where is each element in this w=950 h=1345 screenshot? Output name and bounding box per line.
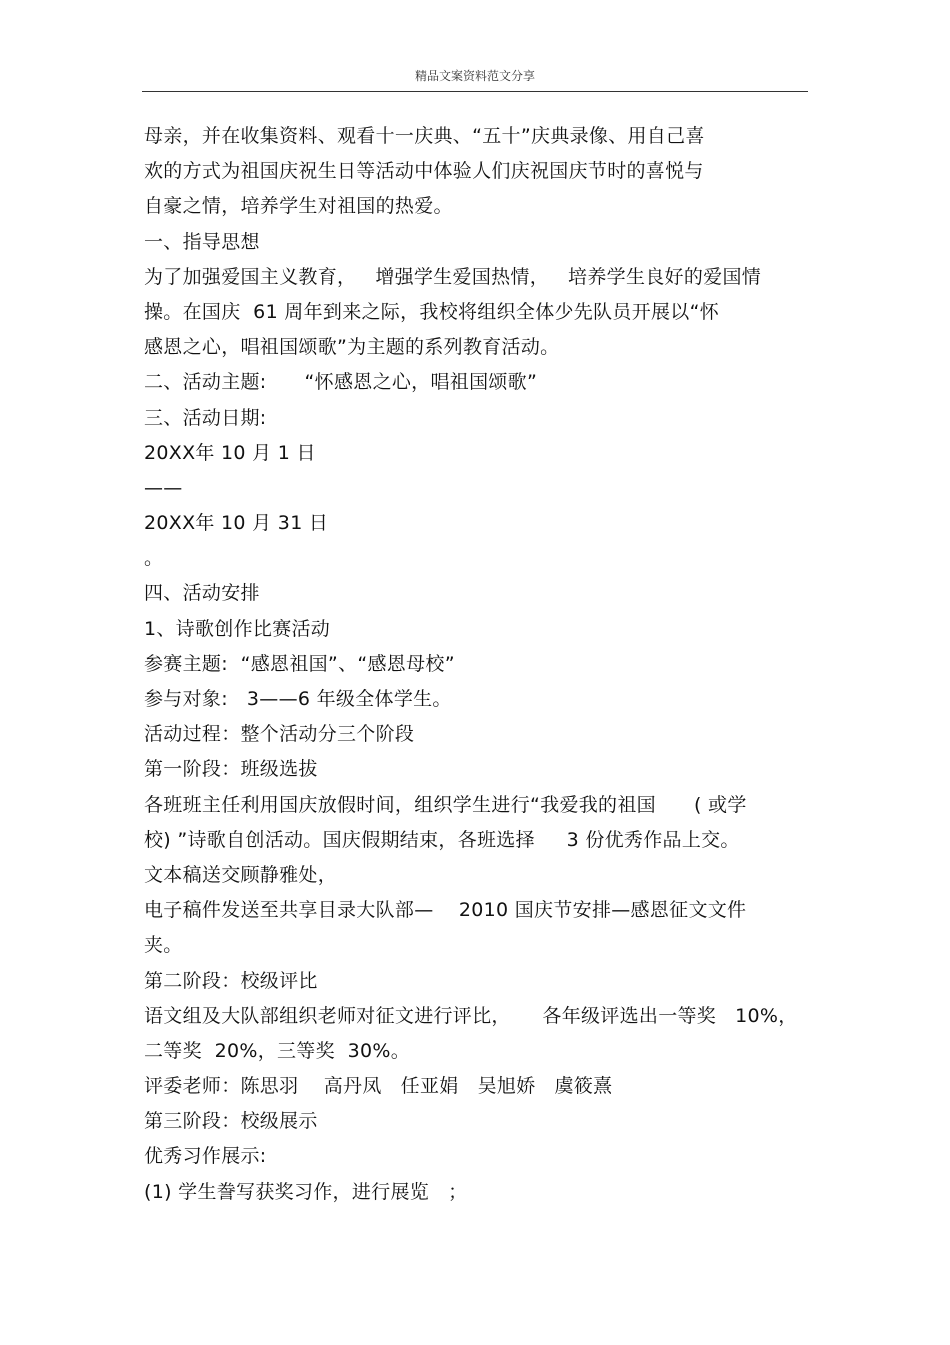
- body-line: 母亲，并在收集资料、观看十一庆典、“五十”庆典录像、用自己喜: [144, 125, 705, 147]
- body-line: 电子稿件发送至共享目录大队部— 2010 国庆节安排—感恩征文文件: [144, 899, 747, 922]
- body-line: (1) 学生誊写获奖习作，进行展览 ；: [144, 1180, 468, 1203]
- body-line: 操。在国庆 61 周年到来之际，我校将组织全体少先队员开展以“怀: [144, 300, 720, 323]
- body-line: 参赛主题: “感恩祖国”、“感恩母校”: [144, 652, 455, 675]
- date-start: 20XX年 10 月 1 日: [144, 441, 316, 464]
- body-line: 夹。: [144, 934, 183, 957]
- section-heading: 四、活动安排: [144, 582, 260, 605]
- section-heading: 一、指导思想: [144, 230, 260, 253]
- body-line: 校) ”诗歌自创活动。国庆假期结束，各班选择 3 份优秀作品上交。: [144, 828, 740, 851]
- body-line: 文本稿送交顾静雅处，: [144, 863, 338, 886]
- date-separator: ——: [144, 476, 183, 499]
- page-header: [142, 62, 808, 92]
- body-line: 语文组及大队部组织老师对征文进行评比， 各年级评选出一等奖 10%，: [144, 1004, 798, 1027]
- body-line: 活动过程：整个活动分三个阶段: [144, 723, 415, 746]
- section-heading: 二、活动主题: “怀感恩之心，唱祖国颂歌”: [144, 371, 538, 394]
- body-line: 各班班主任利用国庆放假时间，组织学生进行“我爱我的祖国 ( 或学: [144, 793, 747, 816]
- body-line: 欢的方式为祖国庆祝生日等活动中体验人们庆祝国庆节时的喜悦与: [144, 160, 704, 183]
- body-line: 评委老师：陈思羽 高丹凤 任亚娟 吴旭娇 虞筱熹: [144, 1075, 613, 1098]
- stage-heading: 第一阶段：班级选拔: [144, 758, 318, 781]
- stage-heading: 第三阶段：校级展示: [144, 1110, 318, 1133]
- body-line: 二等奖 20%，三等奖 30%。: [144, 1039, 411, 1062]
- period-mark: 。: [144, 547, 164, 570]
- stage-heading: 第二阶段：校级评比: [144, 969, 318, 992]
- document-body: [144, 119, 814, 1210]
- body-line: 自豪之情，培养学生对祖国的热爱。: [144, 195, 453, 218]
- body-line: 为了加强爱国主义教育， 增强学生爱国热情， 培养学生良好的爱国情: [144, 265, 762, 288]
- header-title: 精品文案资料范文分享: [414, 69, 535, 83]
- body-line: 优秀习作展示:: [144, 1145, 267, 1168]
- section-heading: 三、活动日期:: [144, 406, 267, 429]
- body-line: 感恩之心，唱祖国颂歌”为主题的系列教育活动。: [144, 336, 560, 359]
- subsection-heading: 1、诗歌创作比赛活动: [144, 617, 331, 640]
- body-line: 参与对象: 3——6 年级全体学生。: [144, 688, 452, 710]
- date-end: 20XX年 10 月 31 日: [144, 512, 329, 535]
